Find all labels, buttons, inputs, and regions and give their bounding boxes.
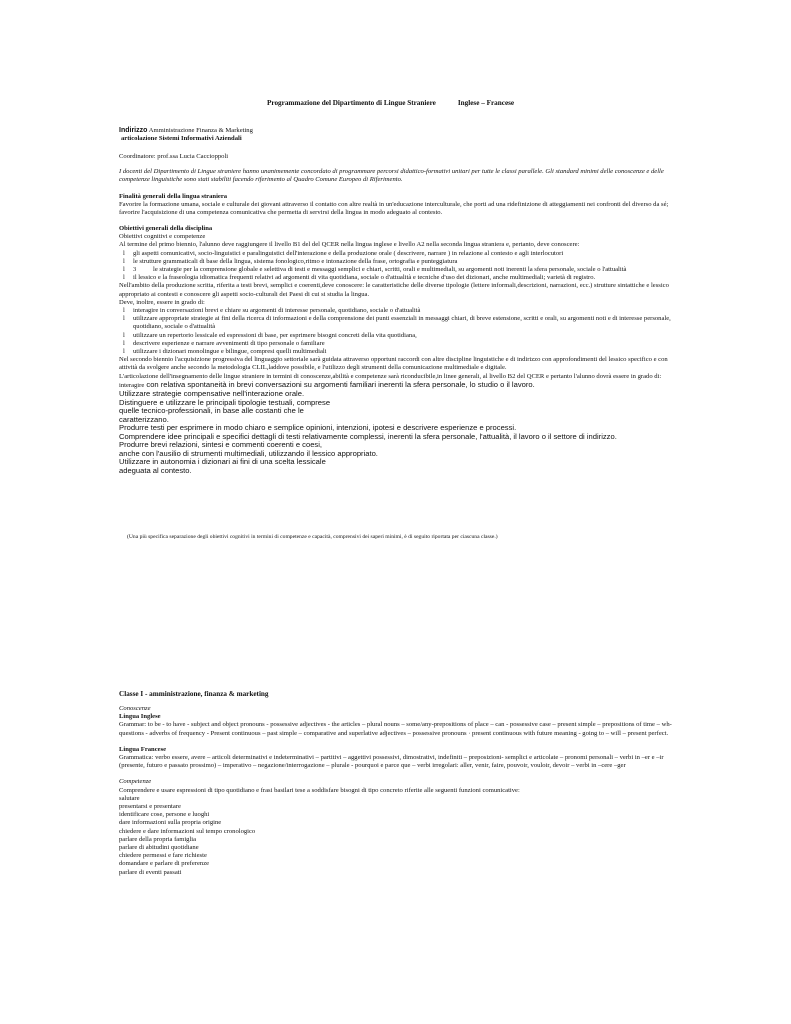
competenze-label: Competenze — [119, 778, 152, 786]
primo-biennio-text: Al termine del primo biennio, l'alunno deve raggiungere il livello B1 del del QCER nella lingua inglese e livello A2 nella seconda lingua straniera e, pertanto, deve conoscere: — [119, 241, 580, 249]
indirizzo-label: Indirizzo — [119, 127, 148, 134]
list-item: parlare di abitudini quotidiane — [119, 844, 199, 852]
list-item: parlare di eventi passati — [119, 868, 182, 876]
coordinatore-line: Coordinatore: prof.ssa Lucia Caccioppoli — [119, 153, 229, 160]
competence-line: Utilizzare in autonomia i dizionari ai fini di una scelta lessicale — [119, 457, 326, 467]
inglese-label: Lingua Inglese — [119, 713, 161, 721]
competence-line: quelle tecnico-professionali, in base alle costanti che le — [119, 406, 304, 416]
finalita-heading: Finalità generali della lingua straniera — [119, 193, 228, 200]
francese-label: Lingua Francese — [119, 745, 167, 753]
list-item: l le strutture grammaticali di base della lingua, sistema fonologico,ritmo e intonazione della frase, ortografia e punteggiatura — [123, 257, 458, 265]
funzioni-list — [119, 795, 675, 877]
page-title — [267, 99, 514, 107]
list-item: chiedere permessi e fare richieste — [119, 852, 207, 860]
list-item: l utilizzare i dizionari monolingue e bilingue, compresi quelli multimediali — [123, 348, 327, 356]
articolazione-text: L'articolazione dell'insegnamento delle lingue straniere in termini di conoscenze,abilità e competenze sarà riconducibile,in linee generali, al livello B2 del QCER e pertanto l'alunno dovrà essere in grado di: — [119, 372, 662, 380]
list-item: chiedere e dare informazioni sul tempo cronologico — [119, 827, 256, 835]
list-item: l utilizzare un repertorio lessicale ed espressioni di base, per esprimere bisogni concreti della vita quotidiana, — [123, 331, 417, 339]
francese-grammar: Grammatica: verbo essere, avere – articoli determinativi e indeterminativi – partitivi – aggettivi possessivi, dimostrativi, indefiniti – preposizioni- semplici e articolate – pronomi personali – verbi in –er e –ir (presente, futuro e passato prossimo) – imperativo – negazione/interrogazione – plurale - pourquoi e parce que – verbi irregolari: aller, venir, faire, pouvoir, vouloir, devoir – verbi in –cere –ger — [119, 754, 664, 770]
competence-line: Utilizzare strategie compensative nell'interazione orale. — [119, 389, 305, 399]
intro-paragraph: I docenti del Dipartimento di Lingue straniere hanno unanimemente concordato di programmare percorsi didattico-formativi unitari per tutte le classi parallele. Gli standard minimi delle conoscenze e delle competenze linguistiche sono stati stabiliti facendo riferimento al Quadro Comune Europeo di Riferimento. — [119, 168, 664, 184]
competence-line: Distinguere e utilizzare le principali tipologie testuali, comprese — [119, 397, 331, 407]
list-item: l interagire in conversazioni brevi e chiare su argomenti di interesse personale, quotidiano, sociale o d'attualità — [123, 307, 421, 315]
list-item: domandare e parlare di preferenze — [119, 860, 210, 868]
list-item: salutare — [119, 794, 140, 802]
obiettivi-subheading: Obiettivi cognitivi e competenze — [119, 233, 206, 241]
produzione-text: Nell'ambito della produzione scritta, riferita a testi brevi, semplici e coerenti,deve conoscere: le caratteristiche delle diverse tipologie (lettere informali,descrizioni, narrazioni, ecc.) strutture sintattiche e lessico appropriato ai contesti e conoscere gli aspetti socio-culturali dei Paesi di cui si studia la lingua. — [119, 282, 669, 298]
competence-line: Produrre brevi relazioni, sintesi e commenti coerenti e coesi, — [119, 440, 323, 450]
list-item: dare informazioni sulla propria origine — [119, 819, 222, 827]
competence-lines — [119, 381, 675, 476]
classe-title: Classe I - amministrazione, finanza & marketing — [119, 690, 269, 698]
finalita-text: Favorire la formazione umana, sociale e culturale dei giovani attraverso il contatto con altre realtà in un'educazione interculturale, che porti ad una ridefinizione di atteggiamenti nei confronti del diverso da sé; favorire l'acquisizione di una competenza comunicativa che permetta di servirsi della lingua in modo adeguato al contesto. — [119, 201, 669, 217]
obiettivi-section — [119, 225, 675, 475]
competenze-intro: Comprendere e usare espressioni di tipo quotidiano e frasi basilari tese a soddisfare bisogni di tipo concreto riferite alle seguenti funzioni comunicative: — [119, 786, 520, 794]
competence-line: adeguata al contesto. — [119, 465, 192, 475]
inglese-grammar: Grammar: to be - to have - subject and object pronouns - possessive adjectives - the articles – plural nouns – some/any-prepositions of place – can - possessive case – present simple – prepositions of time – wh-questions - adverbs of frequency - Present continuous – past simple – comparative and superlative adjectives – possessive pronouns · present continuous with future meaning - going to – will – present perfect. — [119, 721, 672, 737]
list-item: l gli aspetti comunicativi, socio-linguistici e paralinguistici dell'interazione e della produzione orale ( descrivere, narrare ) in relazione al contesto e agli interlocutori — [123, 249, 564, 257]
title-main: Programmazione del Dipartimento di Lingue Straniere — [267, 99, 436, 107]
classe-section — [119, 705, 675, 877]
specification-note: (Una più specifica separazione degli obiettivi cognitivi in termini di competenze e capacità, comprensivi dei saperi minimi, è di seguito riportata per ciascuna classe.) — [127, 534, 498, 540]
list-item: l descrivere esperienze e narrare avvenimenti di tipo personale o familiare — [123, 339, 325, 347]
title-languages: Inglese – Francese — [457, 99, 515, 107]
deve-inoltre-text: Deve, inoltre, essere in grado di: — [119, 298, 205, 306]
list-item: l utilizzare appropriate strategie ai fini della ricerca di informazioni e della comprensione dei punti essenziali in messaggi chiari, di breve estensione, scritti e orali, su argomenti noti e di interesse personale, quotidiano, sociale o d'attualità — [123, 315, 671, 331]
indirizzo-block — [119, 127, 253, 143]
list-item: l 3 le strategie per la comprensione globale e selettiva di testi e messaggi semplici e chiari, scritti, orali e multimediali, su argomenti noti inerenti la sfera personale, sociale o l'attualità — [123, 266, 627, 274]
obiettivi-heading: Obiettivi generali della disciplina — [119, 225, 213, 232]
conoscenze-label: Conoscenze — [119, 705, 151, 712]
list-item: parlare della propria famiglia — [119, 835, 197, 843]
finalita-section — [119, 193, 675, 218]
articolazione-line: articolazione Sistemi Informativi Aziendali — [121, 135, 242, 143]
competence-line: Comprendere idee principali e specifici dettagli di testi relativamente complessi, inerenti la sfera personale, l'attualità, il lavoro o il settore di indirizzo. — [119, 431, 617, 441]
secondo-biennio-text: Nel secondo biennio l'acquisizione progressiva del linguaggio settoriale sarà guidata attraverso opportuni raccordi con altre discipline linguistiche e di indirizzo con approfondimenti del lessico specifico e con attività da svolgere anche secondo la metodologia CLIL,laddove possibile, e l'utilizzo degli strumenti della comunicazione multimediale e digitale. — [119, 356, 668, 372]
competence-line: caratterizzano. — [119, 414, 169, 424]
indirizzo-value: Amministrazione Finanza & Marketing — [148, 127, 253, 134]
list-item: l il lessico e la fraseologia idiomatica frequenti relativi ad argomenti di vita quotidiana, sociale o d'attualità e tecniche d'uso dei dizionari, anche multimediali; varietà di registro. — [123, 274, 596, 282]
competence-line: interagire con relativa spontaneità in brevi conversazioni su argomenti familiari inerenti la sfera personale, lo studio o il lavoro. — [119, 379, 535, 389]
competence-line: Produrre testi per esprimere in modo chiaro e semplice opinioni, intenzioni, ipotesi e descrivere esperienze e processi. — [119, 423, 517, 433]
list-item: presentarsi e presentare — [119, 803, 181, 811]
list-item: identificare cose, persone e luoghi — [119, 811, 210, 819]
competence-line: anche con l'ausilio di strumenti multimediali, utilizzando il lessico appropriato. — [119, 448, 378, 458]
